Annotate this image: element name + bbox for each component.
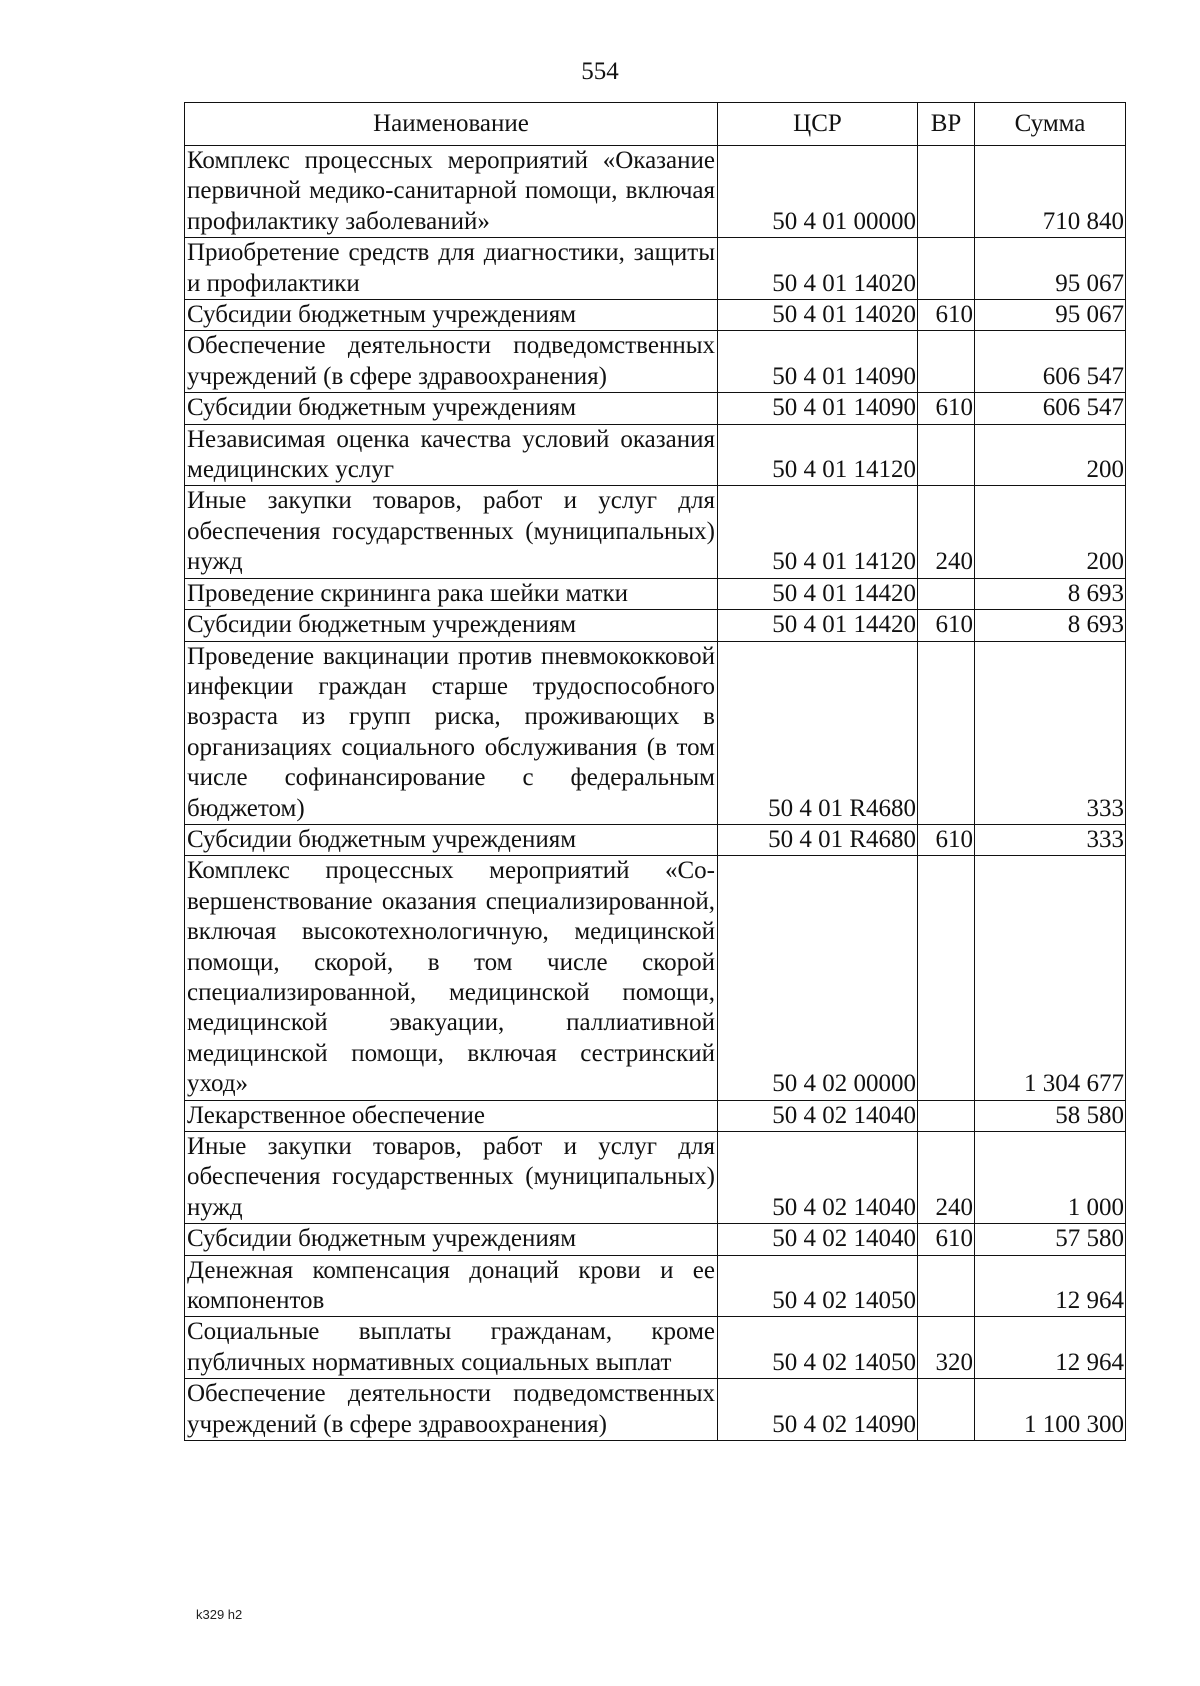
row-vr xyxy=(918,1379,975,1441)
table-row xyxy=(185,610,1126,641)
row-name: Субсидии бюджетным учреждениям xyxy=(185,1224,718,1255)
row-sum: 57 580 xyxy=(975,1224,1126,1255)
row-name: Субсидии бюджетным учреждениям xyxy=(185,300,718,331)
row-vr: 610 xyxy=(918,610,975,641)
row-name: Иные закупки товаров, работ и услуг для обеспечения государственных (муниципальных) нужд xyxy=(185,486,718,578)
table-row xyxy=(185,1132,1126,1224)
row-name: Проведение вакцинации против пневмококковой инфекции граждан старше трудоспособного возраста из групп риска, проживающих в организациях социального обслуживания (в том числе софинансирование с федеральным бюджетом) xyxy=(185,641,718,824)
row-name: Субсидии бюджетным учреждениям xyxy=(185,824,718,855)
row-vr: 610 xyxy=(918,300,975,331)
row-csr: 50 4 02 14050 xyxy=(718,1317,918,1379)
row-name: Комплекс процессных мероприятий «Оказание первичной медико-санитарной помощи, включая профилактику заболеваний» xyxy=(185,146,718,238)
row-sum: 333 xyxy=(975,824,1126,855)
row-name: Социальные выплаты гражданам, кроме публичных нормативных социальных выплат xyxy=(185,1317,718,1379)
row-name: Комплекс процессных мероприятий «Совершенствование оказания специализированной, включая высокотехнологичную, медицинской помощи, скорой, в том числе скорой специализированной, медицинской помощи, медицинской эвакуации, паллиативной медицинской помощи, включая сестринский уход» xyxy=(185,856,718,1100)
row-sum: 606 547 xyxy=(975,331,1126,393)
row-vr: 610 xyxy=(918,393,975,424)
table-row xyxy=(185,641,1126,824)
row-csr: 50 4 01 14120 xyxy=(718,424,918,486)
row-name: Независимая оценка качества условий оказания медицинских услуг xyxy=(185,424,718,486)
row-sum: 8 693 xyxy=(975,610,1126,641)
row-vr xyxy=(918,1100,975,1131)
row-sum: 710 840 xyxy=(975,146,1126,238)
footer-code: k329 h2 xyxy=(196,1607,243,1622)
header-csr: ЦСР xyxy=(718,103,918,146)
row-csr: 50 4 01 14090 xyxy=(718,393,918,424)
header-vr: ВР xyxy=(918,103,975,146)
row-sum: 95 067 xyxy=(975,300,1126,331)
table-row xyxy=(185,300,1126,331)
row-sum: 8 693 xyxy=(975,578,1126,609)
row-vr xyxy=(918,331,975,393)
row-vr xyxy=(918,856,975,1100)
row-csr: 50 4 01 00000 xyxy=(718,146,918,238)
row-vr xyxy=(918,424,975,486)
row-name: Субсидии бюджетным учреждениям xyxy=(185,393,718,424)
row-csr: 50 4 02 00000 xyxy=(718,856,918,1100)
row-sum: 606 547 xyxy=(975,393,1126,424)
row-vr xyxy=(918,641,975,824)
table-body xyxy=(185,146,1126,1441)
table-row xyxy=(185,486,1126,578)
table-row xyxy=(185,331,1126,393)
header-sum: Сумма xyxy=(975,103,1126,146)
row-vr: 240 xyxy=(918,1132,975,1224)
table-row xyxy=(185,424,1126,486)
table-row xyxy=(185,146,1126,238)
row-csr: 50 4 01 14020 xyxy=(718,238,918,300)
row-name: Обеспечение деятельности подведомственных учреждений (в сфере здравоохранения) xyxy=(185,1379,718,1441)
row-vr: 610 xyxy=(918,824,975,855)
table-row xyxy=(185,1255,1126,1317)
row-sum: 12 964 xyxy=(975,1317,1126,1379)
table-row xyxy=(185,578,1126,609)
row-sum: 12 964 xyxy=(975,1255,1126,1317)
row-vr xyxy=(918,578,975,609)
row-vr xyxy=(918,1255,975,1317)
row-vr xyxy=(918,146,975,238)
row-name: Проведение скрининга рака шейки матки xyxy=(185,578,718,609)
row-csr: 50 4 01 R4680 xyxy=(718,824,918,855)
row-vr: 240 xyxy=(918,486,975,578)
header-row xyxy=(185,103,1126,146)
row-name: Лекарственное обеспечение xyxy=(185,1100,718,1131)
row-vr: 320 xyxy=(918,1317,975,1379)
row-csr: 50 4 02 14040 xyxy=(718,1132,918,1224)
row-sum: 200 xyxy=(975,424,1126,486)
budget-table xyxy=(184,102,1126,1441)
row-sum: 1 304 677 xyxy=(975,856,1126,1100)
row-csr: 50 4 01 14090 xyxy=(718,331,918,393)
row-name: Субсидии бюджетным учреждениям xyxy=(185,610,718,641)
table-row xyxy=(185,1100,1126,1131)
row-csr: 50 4 01 14420 xyxy=(718,578,918,609)
table-row xyxy=(185,1224,1126,1255)
table-row xyxy=(185,1317,1126,1379)
row-csr: 50 4 01 14020 xyxy=(718,300,918,331)
row-sum: 1 100 300 xyxy=(975,1379,1126,1441)
row-sum: 333 xyxy=(975,641,1126,824)
table-row xyxy=(185,1379,1126,1441)
row-name: Обеспечение деятельности подведомственных учреждений (в сфере здравоохранения) xyxy=(185,331,718,393)
row-sum: 58 580 xyxy=(975,1100,1126,1131)
row-name: Иные закупки товаров, работ и услуг для обеспечения государственных (муниципальных) нужд xyxy=(185,1132,718,1224)
row-sum: 1 000 xyxy=(975,1132,1126,1224)
header-name: Наименование xyxy=(185,103,718,146)
row-csr: 50 4 01 14420 xyxy=(718,610,918,641)
table-row xyxy=(185,238,1126,300)
page-number: 554 xyxy=(581,58,619,85)
row-csr: 50 4 02 14040 xyxy=(718,1100,918,1131)
table-row xyxy=(185,824,1126,855)
row-vr: 610 xyxy=(918,1224,975,1255)
row-sum: 200 xyxy=(975,486,1126,578)
row-csr: 50 4 01 R4680 xyxy=(718,641,918,824)
table-row xyxy=(185,856,1126,1100)
row-csr: 50 4 02 14090 xyxy=(718,1379,918,1441)
row-name: Приобретение средств для диагностики, защиты и профилактики xyxy=(185,238,718,300)
row-vr xyxy=(918,238,975,300)
row-csr: 50 4 02 14050 xyxy=(718,1255,918,1317)
row-name: Денежная компенсация донаций крови и ее компонентов xyxy=(185,1255,718,1317)
row-csr: 50 4 02 14040 xyxy=(718,1224,918,1255)
row-csr: 50 4 01 14120 xyxy=(718,486,918,578)
row-sum: 95 067 xyxy=(975,238,1126,300)
table-header xyxy=(185,103,1126,146)
table-row xyxy=(185,393,1126,424)
